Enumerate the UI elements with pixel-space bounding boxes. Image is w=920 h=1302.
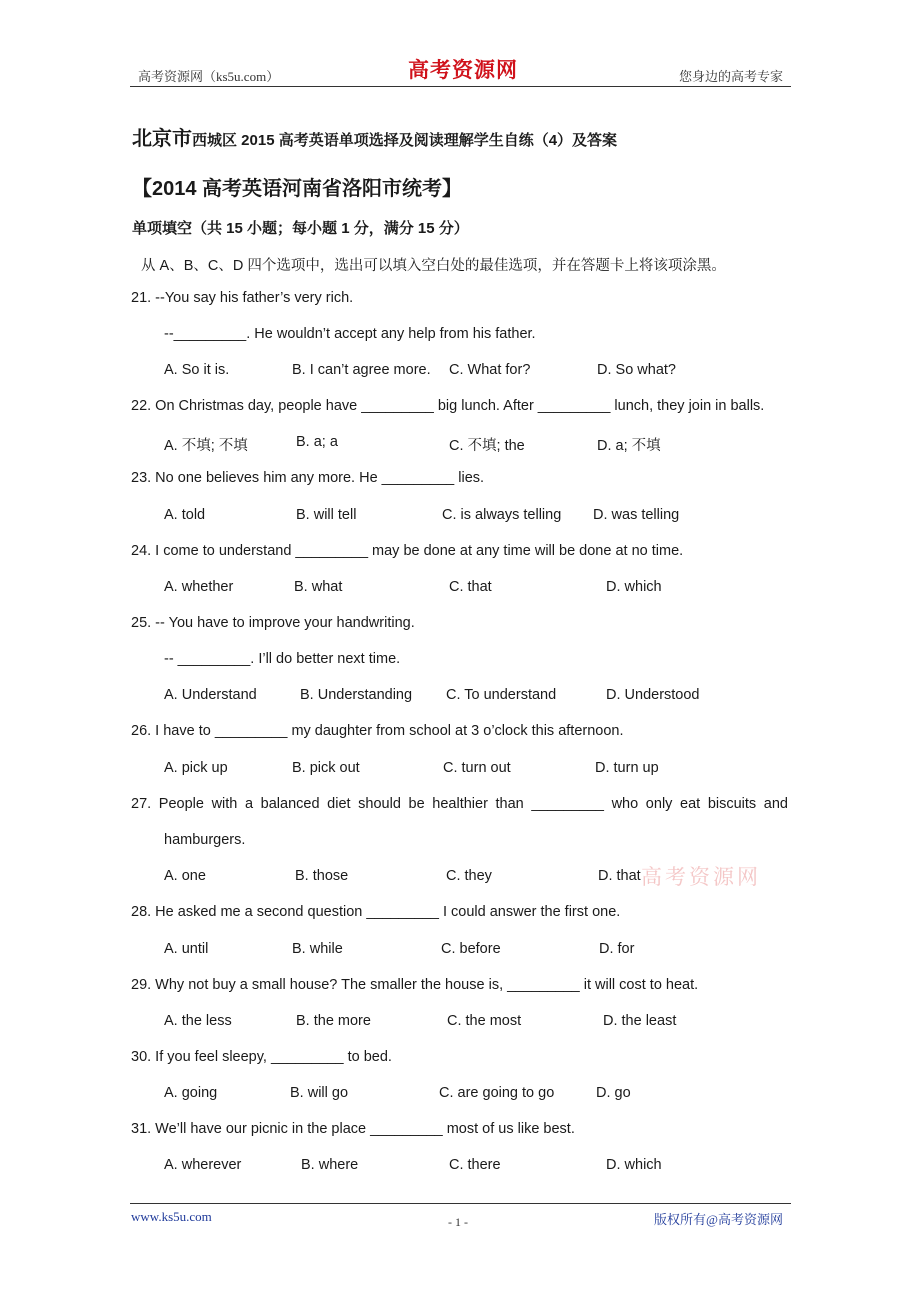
question-27-line-2: hamburgers. (164, 832, 246, 848)
question-28-option-b: B. while (292, 941, 343, 957)
question-21-line-2: --_________. He wouldn’t accept any help from his father. (164, 326, 536, 342)
header-divider (130, 86, 791, 87)
section-title: 【2014 高考英语河南省洛阳市统考】 (132, 178, 463, 200)
question-25-option-d: D. Understood (606, 687, 700, 703)
question-27-stem: 27. People with a balanced diet should be healthier than _________ who only eat biscuits and (131, 796, 788, 812)
question-28-option-d: D. for (599, 941, 635, 957)
question-26-option-a: A. pick up (164, 760, 228, 776)
page-number: - 1 - (448, 1215, 468, 1229)
question-27-option-a: A. one (164, 868, 206, 884)
question-30-stem: 30. If you feel sleepy, _________ to bed. (131, 1049, 392, 1065)
question-30-option-a: A. going (164, 1085, 218, 1101)
footer-site-link[interactable]: www.ks5u.com (131, 1209, 212, 1224)
footer-copyright: 版权所有@高考资源网 (654, 1212, 783, 1227)
question-26-option-b: B. pick out (292, 760, 360, 776)
section-subtitle: 单项填空（共 15 小题；每小题 1 分，满分 15 分） (132, 220, 469, 237)
question-24-option-a: A. whether (164, 579, 234, 595)
document-title-rest: 西城区 2015 高考英语单项选择及阅读理解学生自练（4）及答案 (192, 132, 618, 149)
document-title (132, 122, 617, 151)
header-site-name: 高考资源网（ks5u.com） (138, 69, 280, 84)
document-title-city: 北京市 (132, 128, 192, 150)
question-25-option-c: C. To understand (446, 687, 557, 703)
question-27-option-d: D. that (598, 868, 641, 884)
question-24-option-d: D. which (606, 579, 662, 595)
question-26-option-c: C. turn out (443, 760, 511, 776)
footer-divider (130, 1203, 791, 1204)
question-22-option-b: B. a; a (296, 434, 338, 450)
question-29-option-c: C. the most (447, 1013, 522, 1029)
question-24-option-c: C. that (449, 579, 492, 595)
question-30-option-d: D. go (596, 1085, 631, 1101)
watermark-logo: 高考资源网 (641, 865, 761, 889)
question-21-stem: 21. --You say his father’s very rich. (131, 290, 354, 306)
question-29-option-d: D. the least (603, 1013, 677, 1029)
question-23-option-d: D. was telling (593, 507, 680, 523)
question-23-option-b: B. will tell (296, 507, 357, 523)
question-28-stem: 28. He asked me a second question _________ I could answer the first one. (131, 904, 621, 920)
question-23-option-a: A. told (164, 507, 206, 523)
question-31-option-b: B. where (301, 1157, 359, 1173)
question-22-option-a: A. 不填; 不填 (164, 438, 248, 454)
question-25-stem: 25. -- You have to improve your handwriting. (131, 615, 415, 631)
question-26-option-d: D. turn up (595, 760, 659, 776)
header-logo: 高考资源网 (408, 57, 518, 82)
question-31-option-d: D. which (606, 1157, 662, 1173)
instruction-text: 从 A、B、C、D 四个选项中，选出可以填入空白处的最佳选项，并在答题卡上将该项涂黑。 (141, 258, 726, 274)
question-24-option-b: B. what (294, 579, 343, 595)
question-23-option-c: C. is always telling (442, 507, 562, 523)
question-23-stem: 23. No one believes him any more. He _________ lies. (131, 470, 485, 486)
question-31-option-c: C. there (449, 1157, 501, 1173)
question-30-option-c: C. are going to go (439, 1085, 555, 1101)
question-28-option-c: C. before (441, 941, 501, 957)
question-27-option-b: B. those (295, 868, 349, 884)
question-22-stem: 22. On Christmas day, people have _________ big lunch. After _________ lunch, they join in balls. (131, 398, 765, 414)
question-29-option-a: A. the less (164, 1013, 232, 1029)
question-31-option-a: A. wherever (164, 1157, 242, 1173)
question-25-line-2: -- _________. I’ll do better next time. (164, 651, 401, 667)
question-28-option-a: A. until (164, 941, 209, 957)
question-25-option-a: A. Understand (164, 687, 257, 703)
question-24-stem: 24. I come to understand _________ may be done at any time will be done at no time. (131, 543, 684, 559)
question-21-option-d: D. So what? (597, 362, 676, 378)
question-21-option-a: A. So it is. (164, 362, 230, 378)
question-30-option-b: B. will go (290, 1085, 349, 1101)
question-26-stem: 26. I have to _________ my daughter from school at 3 o’clock this afternoon. (131, 723, 624, 739)
question-21-option-c: C. What for? (449, 362, 531, 378)
question-29-stem: 29. Why not buy a small house? The smaller the house is, _________ it will cost to heat. (131, 977, 699, 993)
header-slogan: 您身边的高考专家 (678, 69, 783, 84)
question-21-option-b: B. I can’t agree more. (292, 362, 431, 378)
question-31-stem: 31. We’ll have our picnic in the place _________ most of us like best. (131, 1121, 575, 1137)
question-25-option-b: B. Understanding (300, 687, 413, 703)
question-22-option-d: D. a; 不填 (597, 438, 661, 454)
question-22-option-c: C. 不填; the (449, 438, 525, 454)
question-27-option-c: C. they (446, 868, 492, 884)
question-29-option-b: B. the more (296, 1013, 371, 1029)
